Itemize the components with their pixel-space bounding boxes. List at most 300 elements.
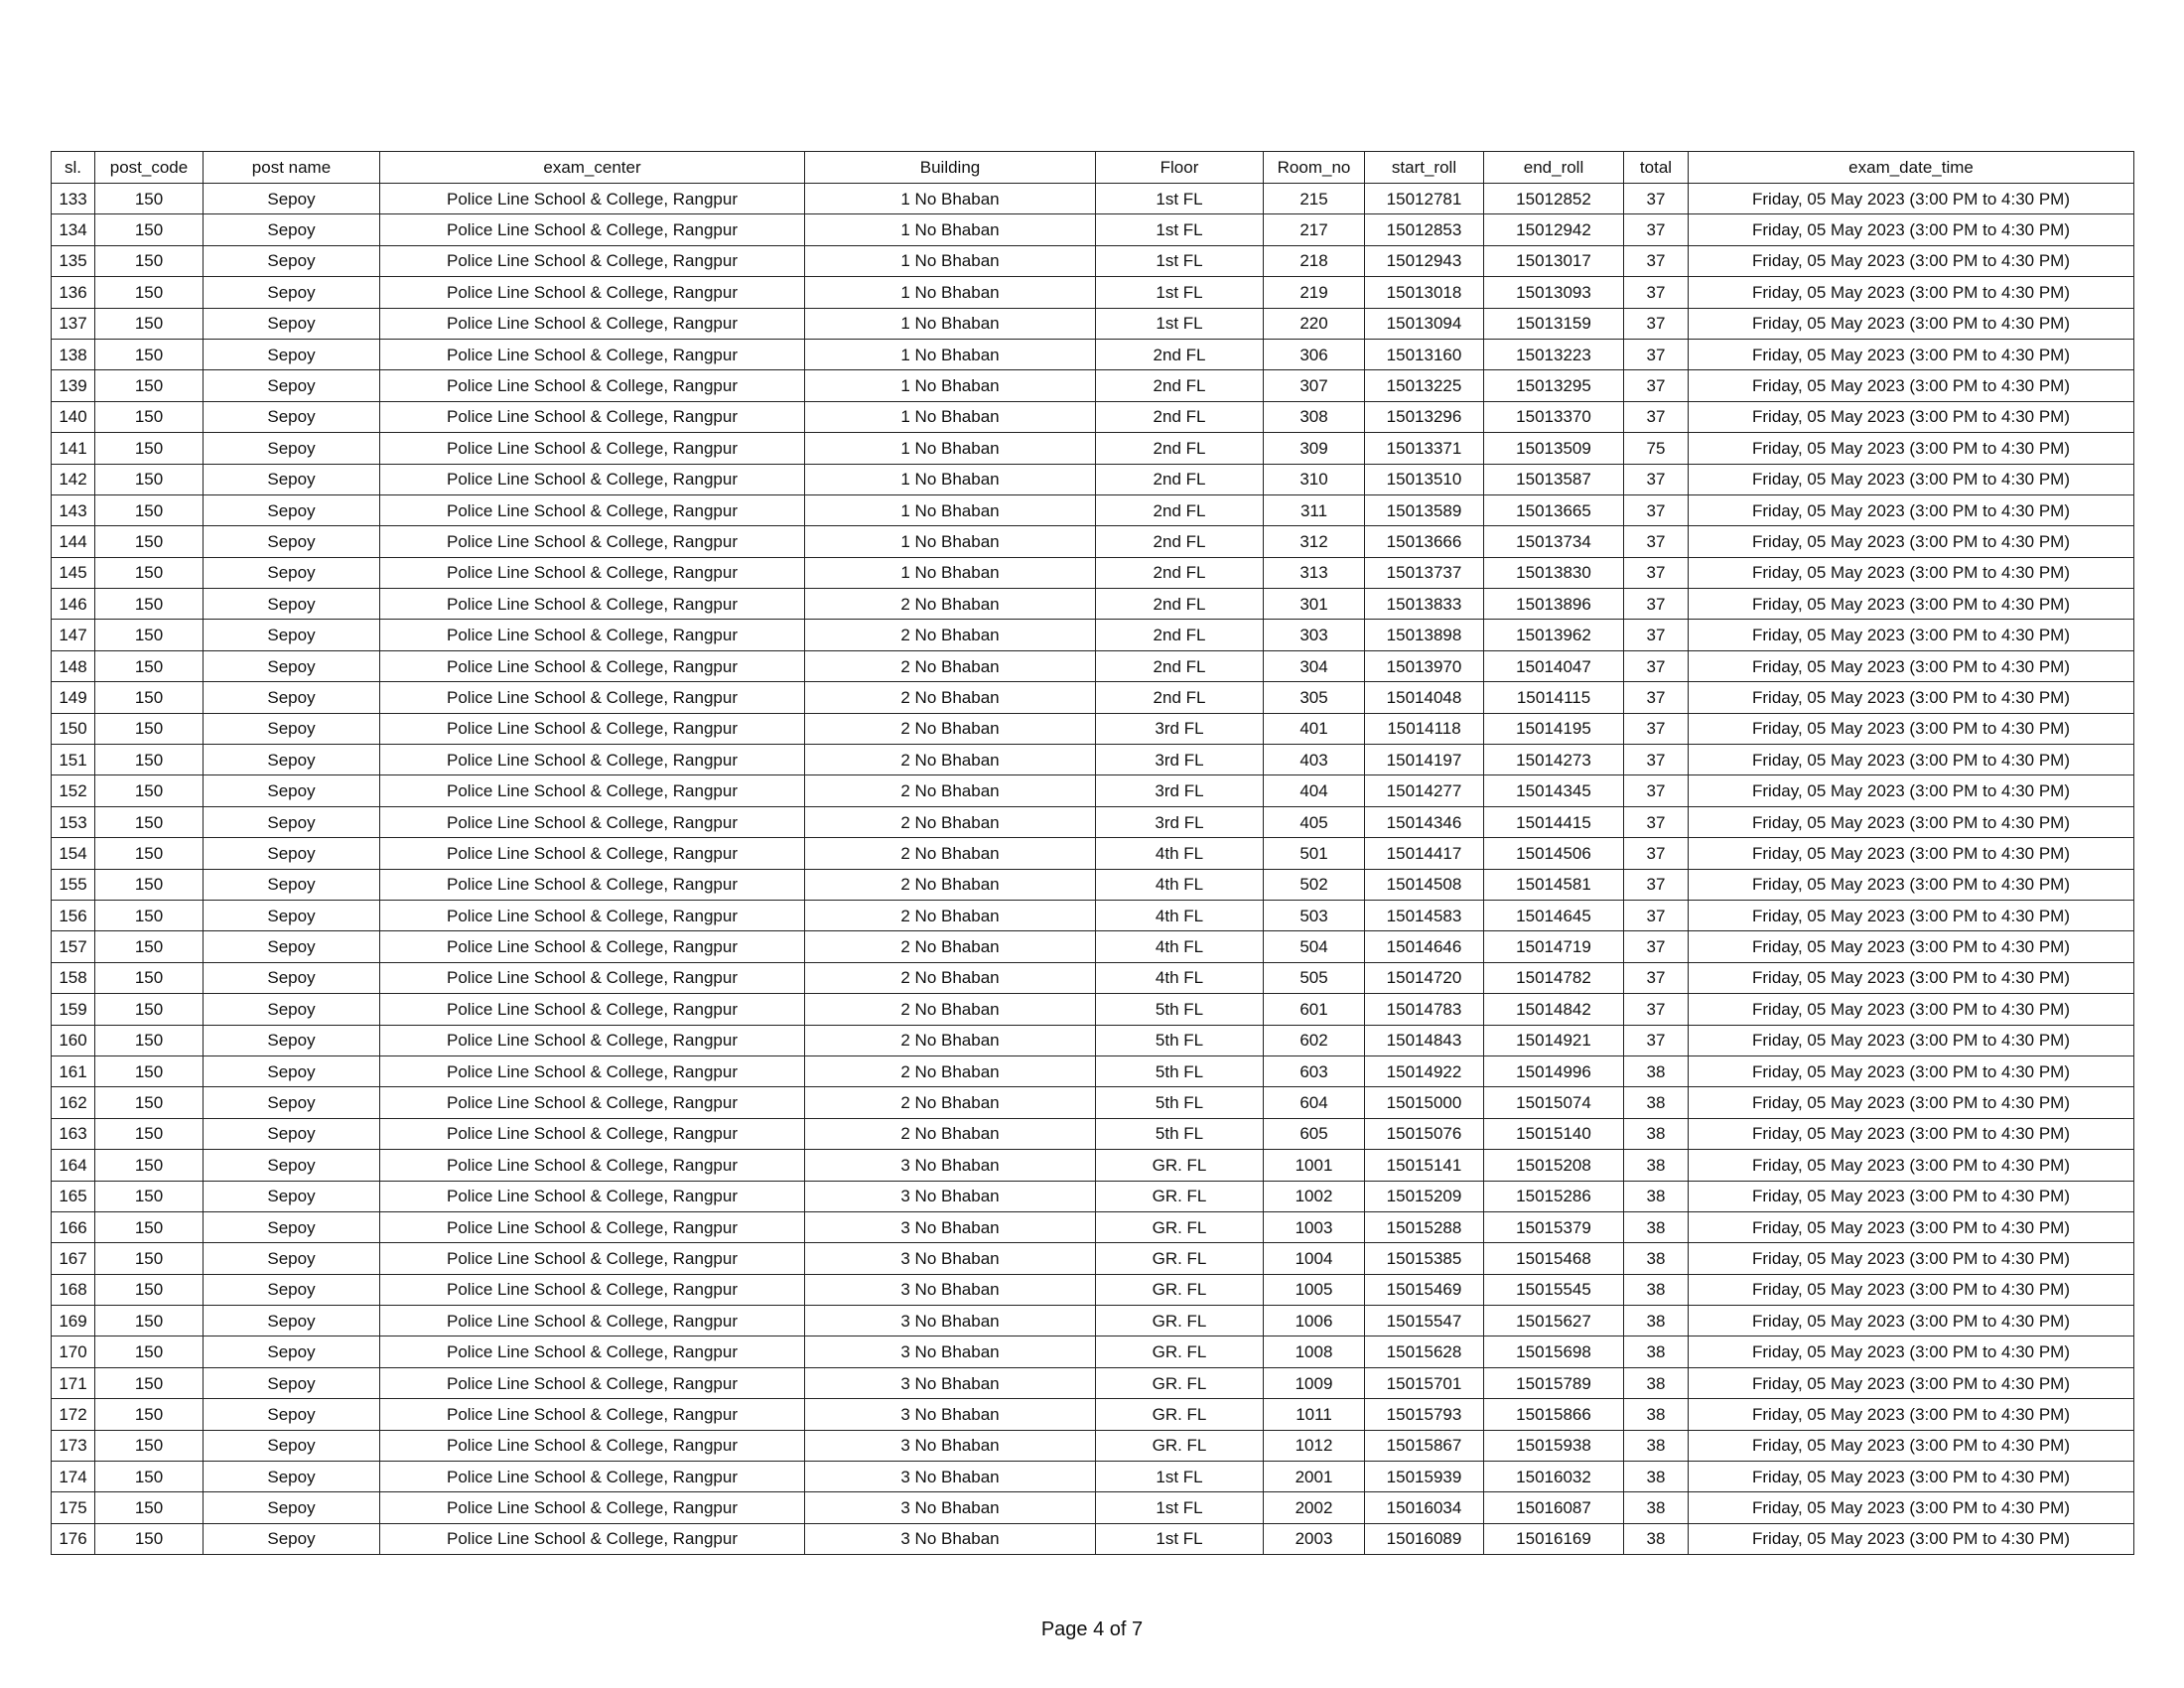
cell-exam-date-time: Friday, 05 May 2023 (3:00 PM to 4:30 PM) <box>1689 1181 2134 1211</box>
cell-building: 2 No Bhaban <box>805 1025 1096 1055</box>
col-header-post-name: post name <box>204 152 380 184</box>
cell-sl: 157 <box>52 931 95 962</box>
cell-start-roll: 15013094 <box>1365 308 1484 339</box>
cell-building: 3 No Bhaban <box>805 1399 1096 1430</box>
col-header-end-roll: end_roll <box>1484 152 1624 184</box>
cell-exam-date-time: Friday, 05 May 2023 (3:00 PM to 4:30 PM) <box>1689 838 2134 869</box>
cell-exam-date-time: Friday, 05 May 2023 (3:00 PM to 4:30 PM) <box>1689 184 2134 214</box>
cell-end-roll: 15013896 <box>1484 589 1624 620</box>
cell-total: 37 <box>1624 494 1689 525</box>
cell-end-roll: 15014921 <box>1484 1025 1624 1055</box>
cell-total: 37 <box>1624 962 1689 993</box>
cell-exam-date-time: Friday, 05 May 2023 (3:00 PM to 4:30 PM) <box>1689 1150 2134 1181</box>
cell-post-code: 150 <box>95 900 204 930</box>
col-header-start-roll: start_roll <box>1365 152 1484 184</box>
cell-exam-center: Police Line School & College, Rangpur <box>380 869 805 900</box>
cell-post-name: Sepoy <box>204 1211 380 1242</box>
cell-floor: 1st FL <box>1096 1523 1264 1554</box>
cell-exam-date-time: Friday, 05 May 2023 (3:00 PM to 4:30 PM) <box>1689 745 2134 775</box>
cell-total: 37 <box>1624 401 1689 432</box>
cell-start-roll: 15014417 <box>1365 838 1484 869</box>
cell-exam-date-time: Friday, 05 May 2023 (3:00 PM to 4:30 PM) <box>1689 1399 2134 1430</box>
cell-floor: GR. FL <box>1096 1150 1264 1181</box>
cell-post-name: Sepoy <box>204 620 380 650</box>
cell-floor: 1st FL <box>1096 214 1264 245</box>
cell-sl: 153 <box>52 806 95 837</box>
cell-room-no: 311 <box>1264 494 1365 525</box>
cell-end-roll: 15013587 <box>1484 464 1624 494</box>
cell-building: 2 No Bhaban <box>805 962 1096 993</box>
cell-start-roll: 15014346 <box>1365 806 1484 837</box>
cell-floor: 2nd FL <box>1096 650 1264 681</box>
cell-end-roll: 15013509 <box>1484 433 1624 464</box>
cell-floor: GR. FL <box>1096 1367 1264 1398</box>
cell-post-code: 150 <box>95 1274 204 1305</box>
cell-room-no: 604 <box>1264 1087 1365 1118</box>
cell-building: 1 No Bhaban <box>805 308 1096 339</box>
cell-end-roll: 15013370 <box>1484 401 1624 432</box>
table-row <box>52 339 2134 369</box>
cell-floor: 1st FL <box>1096 245 1264 276</box>
cell-sl: 172 <box>52 1399 95 1430</box>
cell-room-no: 215 <box>1264 184 1365 214</box>
cell-exam-center: Police Line School & College, Rangpur <box>380 401 805 432</box>
cell-exam-date-time: Friday, 05 May 2023 (3:00 PM to 4:30 PM) <box>1689 1336 2134 1367</box>
cell-exam-center: Police Line School & College, Rangpur <box>380 1211 805 1242</box>
cell-floor: 4th FL <box>1096 900 1264 930</box>
cell-post-name: Sepoy <box>204 1492 380 1523</box>
cell-post-code: 150 <box>95 1211 204 1242</box>
cell-post-name: Sepoy <box>204 682 380 713</box>
cell-start-roll: 15013371 <box>1365 433 1484 464</box>
cell-exam-center: Police Line School & College, Rangpur <box>380 308 805 339</box>
cell-sl: 171 <box>52 1367 95 1398</box>
cell-sl: 166 <box>52 1211 95 1242</box>
cell-sl: 146 <box>52 589 95 620</box>
table-row <box>52 1055 2134 1086</box>
table-body <box>52 184 2134 1555</box>
cell-end-roll: 15014115 <box>1484 682 1624 713</box>
cell-room-no: 601 <box>1264 994 1365 1025</box>
cell-building: 1 No Bhaban <box>805 214 1096 245</box>
cell-sl: 137 <box>52 308 95 339</box>
cell-post-name: Sepoy <box>204 838 380 869</box>
cell-post-code: 150 <box>95 1118 204 1149</box>
cell-total: 37 <box>1624 994 1689 1025</box>
cell-end-roll: 15015789 <box>1484 1367 1624 1398</box>
cell-building: 2 No Bhaban <box>805 869 1096 900</box>
cell-exam-center: Police Line School & College, Rangpur <box>380 1274 805 1305</box>
cell-start-roll: 15013737 <box>1365 557 1484 588</box>
cell-room-no: 304 <box>1264 650 1365 681</box>
col-header-exam-date-time: exam_date_time <box>1689 152 2134 184</box>
cell-total: 38 <box>1624 1118 1689 1149</box>
cell-floor: 4th FL <box>1096 869 1264 900</box>
cell-sl: 141 <box>52 433 95 464</box>
cell-sl: 156 <box>52 900 95 930</box>
cell-exam-date-time: Friday, 05 May 2023 (3:00 PM to 4:30 PM) <box>1689 869 2134 900</box>
cell-total: 38 <box>1624 1430 1689 1461</box>
cell-post-code: 150 <box>95 745 204 775</box>
cell-exam-date-time: Friday, 05 May 2023 (3:00 PM to 4:30 PM) <box>1689 589 2134 620</box>
cell-building: 1 No Bhaban <box>805 494 1096 525</box>
cell-sl: 144 <box>52 526 95 557</box>
cell-exam-center: Police Line School & College, Rangpur <box>380 713 805 744</box>
cell-sl: 176 <box>52 1523 95 1554</box>
cell-post-name: Sepoy <box>204 1430 380 1461</box>
table-row <box>52 775 2134 806</box>
cell-start-roll: 15015288 <box>1365 1211 1484 1242</box>
cell-end-roll: 15014719 <box>1484 931 1624 962</box>
table-row <box>52 526 2134 557</box>
cell-post-name: Sepoy <box>204 869 380 900</box>
cell-room-no: 605 <box>1264 1118 1365 1149</box>
cell-post-code: 150 <box>95 1150 204 1181</box>
cell-post-code: 150 <box>95 1462 204 1492</box>
cell-exam-date-time: Friday, 05 May 2023 (3:00 PM to 4:30 PM) <box>1689 339 2134 369</box>
cell-end-roll: 15014273 <box>1484 745 1624 775</box>
cell-post-code: 150 <box>95 1055 204 1086</box>
cell-exam-date-time: Friday, 05 May 2023 (3:00 PM to 4:30 PM) <box>1689 806 2134 837</box>
cell-post-name: Sepoy <box>204 339 380 369</box>
table-row <box>52 1211 2134 1242</box>
cell-total: 38 <box>1624 1462 1689 1492</box>
table-row <box>52 1243 2134 1274</box>
cell-total: 38 <box>1624 1523 1689 1554</box>
cell-end-roll: 15016169 <box>1484 1523 1624 1554</box>
cell-exam-center: Police Line School & College, Rangpur <box>380 589 805 620</box>
cell-exam-date-time: Friday, 05 May 2023 (3:00 PM to 4:30 PM) <box>1689 713 2134 744</box>
cell-room-no: 309 <box>1264 433 1365 464</box>
cell-room-no: 1011 <box>1264 1399 1365 1430</box>
cell-sl: 163 <box>52 1118 95 1149</box>
cell-building: 3 No Bhaban <box>805 1367 1096 1398</box>
cell-floor: 2nd FL <box>1096 589 1264 620</box>
cell-building: 2 No Bhaban <box>805 931 1096 962</box>
cell-start-roll: 15015385 <box>1365 1243 1484 1274</box>
cell-post-code: 150 <box>95 1306 204 1336</box>
cell-post-name: Sepoy <box>204 370 380 401</box>
cell-floor: 1st FL <box>1096 1492 1264 1523</box>
table-row <box>52 745 2134 775</box>
cell-total: 37 <box>1624 184 1689 214</box>
cell-exam-center: Police Line School & College, Rangpur <box>380 433 805 464</box>
seat-plan-table <box>51 151 2134 1555</box>
table-row <box>52 1087 2134 1118</box>
table-row <box>52 557 2134 588</box>
cell-floor: 1st FL <box>1096 1462 1264 1492</box>
cell-post-name: Sepoy <box>204 1274 380 1305</box>
cell-exam-center: Police Line School & College, Rangpur <box>380 1055 805 1086</box>
cell-building: 3 No Bhaban <box>805 1306 1096 1336</box>
cell-end-roll: 15015698 <box>1484 1336 1624 1367</box>
cell-room-no: 503 <box>1264 900 1365 930</box>
cell-post-code: 150 <box>95 1399 204 1430</box>
cell-post-name: Sepoy <box>204 308 380 339</box>
table-row <box>52 277 2134 308</box>
cell-floor: 5th FL <box>1096 1025 1264 1055</box>
cell-exam-date-time: Friday, 05 May 2023 (3:00 PM to 4:30 PM) <box>1689 401 2134 432</box>
cell-post-code: 150 <box>95 962 204 993</box>
cell-room-no: 1009 <box>1264 1367 1365 1398</box>
cell-exam-date-time: Friday, 05 May 2023 (3:00 PM to 4:30 PM) <box>1689 1025 2134 1055</box>
cell-post-name: Sepoy <box>204 184 380 214</box>
cell-exam-center: Police Line School & College, Rangpur <box>380 526 805 557</box>
table-row <box>52 184 2134 214</box>
cell-building: 2 No Bhaban <box>805 1055 1096 1086</box>
cell-sl: 165 <box>52 1181 95 1211</box>
cell-building: 2 No Bhaban <box>805 682 1096 713</box>
cell-end-roll: 15014506 <box>1484 838 1624 869</box>
cell-sl: 133 <box>52 184 95 214</box>
cell-total: 37 <box>1624 308 1689 339</box>
cell-total: 37 <box>1624 339 1689 369</box>
cell-post-code: 150 <box>95 620 204 650</box>
cell-total: 38 <box>1624 1243 1689 1274</box>
cell-post-code: 150 <box>95 1336 204 1367</box>
cell-post-code: 150 <box>95 869 204 900</box>
cell-total: 37 <box>1624 620 1689 650</box>
cell-post-code: 150 <box>95 433 204 464</box>
table-row <box>52 931 2134 962</box>
cell-building: 1 No Bhaban <box>805 245 1096 276</box>
cell-post-code: 150 <box>95 1243 204 1274</box>
cell-post-code: 150 <box>95 1367 204 1398</box>
col-header-floor: Floor <box>1096 152 1264 184</box>
cell-exam-date-time: Friday, 05 May 2023 (3:00 PM to 4:30 PM) <box>1689 308 2134 339</box>
cell-exam-date-time: Friday, 05 May 2023 (3:00 PM to 4:30 PM) <box>1689 370 2134 401</box>
table-row <box>52 214 2134 245</box>
table-row <box>52 1181 2134 1211</box>
cell-floor: 3rd FL <box>1096 745 1264 775</box>
cell-sl: 160 <box>52 1025 95 1055</box>
cell-exam-date-time: Friday, 05 May 2023 (3:00 PM to 4:30 PM) <box>1689 1430 2134 1461</box>
cell-total: 38 <box>1624 1274 1689 1305</box>
cell-exam-center: Police Line School & College, Rangpur <box>380 245 805 276</box>
cell-start-roll: 15014922 <box>1365 1055 1484 1086</box>
cell-room-no: 220 <box>1264 308 1365 339</box>
cell-post-code: 150 <box>95 401 204 432</box>
cell-room-no: 401 <box>1264 713 1365 744</box>
cell-floor: GR. FL <box>1096 1211 1264 1242</box>
cell-exam-center: Police Line School & College, Rangpur <box>380 494 805 525</box>
cell-end-roll: 15013665 <box>1484 494 1624 525</box>
cell-room-no: 505 <box>1264 962 1365 993</box>
cell-post-name: Sepoy <box>204 1025 380 1055</box>
cell-post-name: Sepoy <box>204 1399 380 1430</box>
cell-total: 38 <box>1624 1336 1689 1367</box>
cell-end-roll: 15015140 <box>1484 1118 1624 1149</box>
cell-building: 3 No Bhaban <box>805 1243 1096 1274</box>
cell-post-name: Sepoy <box>204 931 380 962</box>
cell-end-roll: 15015286 <box>1484 1181 1624 1211</box>
cell-room-no: 602 <box>1264 1025 1365 1055</box>
cell-start-roll: 15014277 <box>1365 775 1484 806</box>
cell-end-roll: 15016032 <box>1484 1462 1624 1492</box>
cell-building: 2 No Bhaban <box>805 994 1096 1025</box>
table-row <box>52 620 2134 650</box>
cell-post-code: 150 <box>95 994 204 1025</box>
cell-post-code: 150 <box>95 184 204 214</box>
cell-post-code: 150 <box>95 713 204 744</box>
cell-room-no: 603 <box>1264 1055 1365 1086</box>
cell-room-no: 1004 <box>1264 1243 1365 1274</box>
cell-start-roll: 15016089 <box>1365 1523 1484 1554</box>
cell-total: 75 <box>1624 433 1689 464</box>
cell-room-no: 501 <box>1264 838 1365 869</box>
cell-total: 38 <box>1624 1492 1689 1523</box>
cell-total: 37 <box>1624 557 1689 588</box>
cell-start-roll: 15015209 <box>1365 1181 1484 1211</box>
cell-building: 1 No Bhaban <box>805 339 1096 369</box>
cell-building: 2 No Bhaban <box>805 745 1096 775</box>
cell-start-roll: 15014197 <box>1365 745 1484 775</box>
table-row <box>52 962 2134 993</box>
cell-end-roll: 15015866 <box>1484 1399 1624 1430</box>
cell-exam-center: Police Line School & College, Rangpur <box>380 962 805 993</box>
cell-building: 2 No Bhaban <box>805 1118 1096 1149</box>
cell-total: 38 <box>1624 1055 1689 1086</box>
cell-post-name: Sepoy <box>204 775 380 806</box>
cell-exam-center: Police Line School & College, Rangpur <box>380 838 805 869</box>
cell-post-code: 150 <box>95 650 204 681</box>
cell-start-roll: 15013296 <box>1365 401 1484 432</box>
cell-exam-center: Police Line School & College, Rangpur <box>380 1150 805 1181</box>
cell-end-roll: 15015468 <box>1484 1243 1624 1274</box>
cell-post-code: 150 <box>95 838 204 869</box>
cell-exam-date-time: Friday, 05 May 2023 (3:00 PM to 4:30 PM) <box>1689 214 2134 245</box>
cell-end-roll: 15013159 <box>1484 308 1624 339</box>
cell-building: 2 No Bhaban <box>805 806 1096 837</box>
cell-post-code: 150 <box>95 1492 204 1523</box>
cell-post-code: 150 <box>95 370 204 401</box>
cell-post-name: Sepoy <box>204 1150 380 1181</box>
cell-end-roll: 15013734 <box>1484 526 1624 557</box>
cell-room-no: 2001 <box>1264 1462 1365 1492</box>
cell-room-no: 218 <box>1264 245 1365 276</box>
cell-post-name: Sepoy <box>204 557 380 588</box>
cell-start-roll: 15015701 <box>1365 1367 1484 1398</box>
cell-end-roll: 15015379 <box>1484 1211 1624 1242</box>
cell-post-name: Sepoy <box>204 1462 380 1492</box>
table-row <box>52 1274 2134 1305</box>
cell-start-roll: 15014720 <box>1365 962 1484 993</box>
cell-sl: 150 <box>52 713 95 744</box>
cell-building: 3 No Bhaban <box>805 1274 1096 1305</box>
cell-sl: 169 <box>52 1306 95 1336</box>
cell-total: 37 <box>1624 931 1689 962</box>
cell-room-no: 405 <box>1264 806 1365 837</box>
cell-total: 38 <box>1624 1211 1689 1242</box>
cell-floor: 2nd FL <box>1096 682 1264 713</box>
cell-exam-date-time: Friday, 05 May 2023 (3:00 PM to 4:30 PM) <box>1689 1274 2134 1305</box>
cell-exam-date-time: Friday, 05 May 2023 (3:00 PM to 4:30 PM) <box>1689 994 2134 1025</box>
cell-sl: 159 <box>52 994 95 1025</box>
table-row <box>52 994 2134 1025</box>
cell-start-roll: 15015141 <box>1365 1150 1484 1181</box>
table-row <box>52 1492 2134 1523</box>
cell-post-code: 150 <box>95 1087 204 1118</box>
cell-end-roll: 15013295 <box>1484 370 1624 401</box>
cell-floor: 2nd FL <box>1096 557 1264 588</box>
cell-total: 37 <box>1624 838 1689 869</box>
cell-floor: GR. FL <box>1096 1181 1264 1211</box>
cell-room-no: 504 <box>1264 931 1365 962</box>
cell-room-no: 308 <box>1264 401 1365 432</box>
cell-exam-center: Police Line School & College, Rangpur <box>380 931 805 962</box>
cell-exam-center: Police Line School & College, Rangpur <box>380 277 805 308</box>
cell-sl: 136 <box>52 277 95 308</box>
cell-exam-center: Police Line School & College, Rangpur <box>380 1181 805 1211</box>
cell-building: 2 No Bhaban <box>805 900 1096 930</box>
col-header-room-no: Room_no <box>1264 152 1365 184</box>
cell-exam-center: Police Line School & College, Rangpur <box>380 1430 805 1461</box>
cell-sl: 168 <box>52 1274 95 1305</box>
cell-sl: 173 <box>52 1430 95 1461</box>
cell-building: 2 No Bhaban <box>805 589 1096 620</box>
cell-exam-center: Police Line School & College, Rangpur <box>380 900 805 930</box>
cell-room-no: 1012 <box>1264 1430 1365 1461</box>
cell-sl: 152 <box>52 775 95 806</box>
cell-room-no: 1003 <box>1264 1211 1365 1242</box>
cell-floor: 5th FL <box>1096 1055 1264 1086</box>
cell-post-code: 150 <box>95 589 204 620</box>
cell-total: 38 <box>1624 1306 1689 1336</box>
cell-exam-date-time: Friday, 05 May 2023 (3:00 PM to 4:30 PM) <box>1689 931 2134 962</box>
cell-post-name: Sepoy <box>204 745 380 775</box>
cell-post-name: Sepoy <box>204 1118 380 1149</box>
cell-floor: 5th FL <box>1096 994 1264 1025</box>
cell-room-no: 2003 <box>1264 1523 1365 1554</box>
cell-post-name: Sepoy <box>204 277 380 308</box>
cell-room-no: 1002 <box>1264 1181 1365 1211</box>
cell-floor: 2nd FL <box>1096 464 1264 494</box>
cell-sl: 167 <box>52 1243 95 1274</box>
cell-start-roll: 15014118 <box>1365 713 1484 744</box>
cell-post-code: 150 <box>95 277 204 308</box>
table-row <box>52 1367 2134 1398</box>
cell-floor: 3rd FL <box>1096 806 1264 837</box>
cell-sl: 151 <box>52 745 95 775</box>
col-header-post-code: post_code <box>95 152 204 184</box>
cell-total: 38 <box>1624 1181 1689 1211</box>
cell-start-roll: 15015000 <box>1365 1087 1484 1118</box>
cell-total: 37 <box>1624 900 1689 930</box>
cell-exam-date-time: Friday, 05 May 2023 (3:00 PM to 4:30 PM) <box>1689 1306 2134 1336</box>
cell-post-name: Sepoy <box>204 589 380 620</box>
cell-total: 37 <box>1624 589 1689 620</box>
cell-floor: GR. FL <box>1096 1430 1264 1461</box>
cell-room-no: 217 <box>1264 214 1365 245</box>
cell-sl: 158 <box>52 962 95 993</box>
cell-start-roll: 15015939 <box>1365 1462 1484 1492</box>
cell-post-code: 150 <box>95 1523 204 1554</box>
cell-building: 3 No Bhaban <box>805 1430 1096 1461</box>
cell-total: 37 <box>1624 526 1689 557</box>
cell-total: 38 <box>1624 1150 1689 1181</box>
cell-exam-center: Police Line School & College, Rangpur <box>380 370 805 401</box>
table-row <box>52 838 2134 869</box>
table-row <box>52 245 2134 276</box>
cell-exam-center: Police Line School & College, Rangpur <box>380 1306 805 1336</box>
cell-sl: 135 <box>52 245 95 276</box>
cell-exam-center: Police Line School & College, Rangpur <box>380 1399 805 1430</box>
cell-exam-date-time: Friday, 05 May 2023 (3:00 PM to 4:30 PM) <box>1689 526 2134 557</box>
cell-sl: 138 <box>52 339 95 369</box>
cell-floor: 2nd FL <box>1096 433 1264 464</box>
cell-start-roll: 15016034 <box>1365 1492 1484 1523</box>
cell-exam-date-time: Friday, 05 May 2023 (3:00 PM to 4:30 PM) <box>1689 1055 2134 1086</box>
